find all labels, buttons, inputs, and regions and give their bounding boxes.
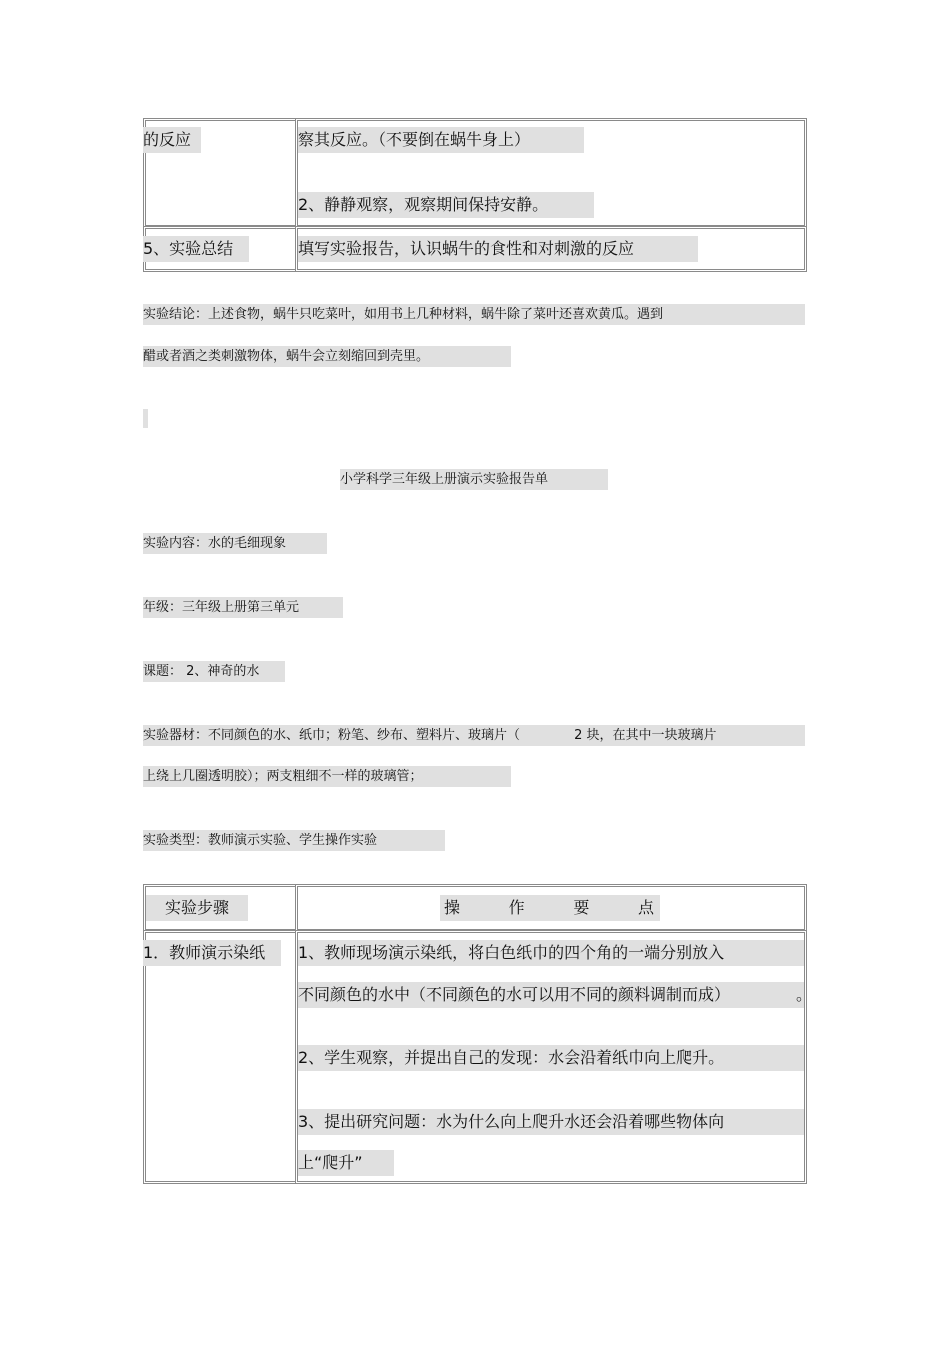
table1-row1-col1-text: 的反应 bbox=[143, 127, 201, 153]
table2-row1-line-3: 2、学生观察，并提出自己的发现：水会沿着纸巾向上爬升。 bbox=[298, 1045, 804, 1071]
header-char-4: 点 bbox=[637, 898, 654, 917]
report-title: 小学科学三年级上册演示实验报告单 bbox=[340, 469, 608, 490]
header-char-1: 操 bbox=[444, 898, 461, 917]
report-materials-line-1 bbox=[143, 725, 805, 746]
page-break-marker bbox=[143, 409, 148, 428]
header-char-3: 要 bbox=[573, 898, 590, 917]
report-materials-line-1-a: 实验器材：不同颜色的水、纸巾；粉笔、纱布、塑料片、玻璃片（ bbox=[143, 728, 521, 743]
table2-header-col2-text bbox=[440, 895, 660, 921]
table1-row1-col2-line1: 察其反应。（不要倒在蜗牛身上） bbox=[298, 127, 584, 153]
table2-row1-line-4: 3、提出研究问题：水为什么向上爬升水还会沿着哪些物体向 bbox=[298, 1109, 804, 1135]
table2-header-col1-text: 实验步骤 bbox=[146, 895, 248, 921]
table2-row1-line-2-end: 。 bbox=[796, 985, 813, 1004]
table2-row1-line-2: 不同颜色的水中（不同颜色的水可以用不同的颜料调制而成） bbox=[298, 982, 804, 1008]
table2-row1-line-5: 上“爬升” bbox=[298, 1150, 394, 1176]
report-content: 实验内容：水的毛细现象 bbox=[143, 533, 327, 554]
report-type: 实验类型：教师演示实验、学生操作实验 bbox=[143, 830, 445, 851]
table2-row1-col1-text: 1．教师演示染纸 bbox=[143, 940, 281, 966]
table2-row1-line-1: 1、教师现场演示染纸，将白色纸巾的四个角的一端分别放入 bbox=[298, 940, 804, 966]
table1-row2-col2-text: 填写实验报告，认识蜗牛的食性和对刺激的反应 bbox=[298, 236, 698, 262]
table1-row2-col1-text: 5、实验总结 bbox=[143, 236, 249, 262]
report-lesson: 课题： 2、神奇的水 bbox=[143, 661, 285, 682]
conclusion-line-2: 醋或者酒之类刺激物体，蜗牛会立刻缩回到壳里。 bbox=[143, 346, 511, 367]
conclusion-line-1: 实验结论：上述食物，蜗牛只吃菜叶，如用书上几种材料，蜗牛除了菜叶还喜欢黄瓜。遇到 bbox=[143, 304, 805, 325]
report-materials-line-2: 上绕上几圈透明胶）；两支粗细不一样的玻璃管； bbox=[143, 766, 511, 787]
table2-row1-col1 bbox=[143, 930, 298, 1184]
header-char-2: 作 bbox=[508, 898, 525, 917]
report-grade: 年级：三年级上册第三单元 bbox=[143, 597, 343, 618]
table1-row1-col2-line2: 2、静静观察，观察期间保持安静。 bbox=[298, 192, 594, 218]
report-materials-line-1-b: 2 块，在其中一块玻璃片 bbox=[574, 728, 717, 743]
